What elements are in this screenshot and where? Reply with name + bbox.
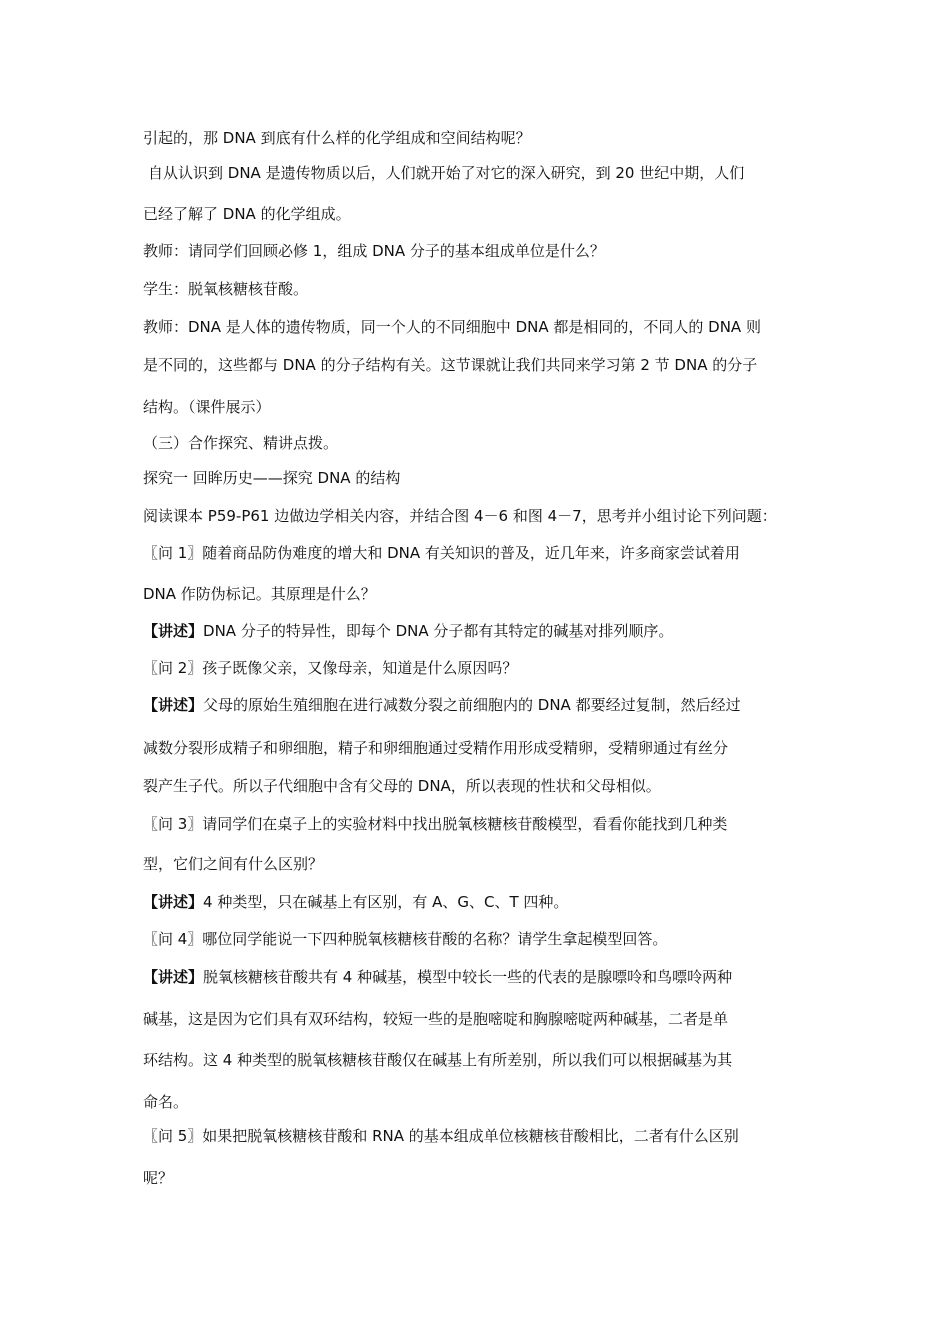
student-line: 学生：脱氧核糖核苷酸。: [143, 280, 309, 298]
paragraph-line: DNA 作防伪标记。其原理是什么？: [143, 585, 376, 603]
explanation-4: [143, 966, 823, 988]
paragraph-line: 减数分裂形成精子和卵细胞，精子和卵细胞通过受精作用形成受精卵，受精卵通过有丝分: [143, 739, 729, 757]
question-2: 〖问 2〗孩子既像父亲，又像母亲，知道是什么原因吗？: [143, 659, 518, 677]
question-4: 〖问 4〗哪位同学能说一下四种脱氧核糖核苷酸的名称？请学生拿起模型回答。: [143, 930, 668, 948]
teacher-line: 教师：DNA 是人体的遗传物质，同一个人的不同细胞中 DNA 都是相同的，不同人的 DNA 则: [143, 318, 761, 336]
question-3: 〖问 3〗请同学们在桌子上的实验材料中找出脱氧核糖核苷酸模型，看看你能找到几种类: [143, 815, 728, 833]
paragraph-line: 命名。: [143, 1093, 189, 1111]
paragraph-line: 裂产生子代。所以子代细胞中含有父母的 DNA，所以表现的性状和父母相似。: [143, 777, 661, 795]
paragraph-line: 是不同的，这些都与 DNA 的分子结构有关。这节课就让我们共同来学习第 2 节 DNA 的分子: [143, 356, 758, 374]
question-5: 〖问 5〗如果把脱氧核糖核苷酸和 RNA 的基本组成单位核糖核苷酸相比，二者有什么区别: [143, 1127, 739, 1145]
explanation-label: 【讲述】: [143, 696, 204, 714]
section-heading: （三）合作探究、精讲点拨。: [143, 434, 339, 452]
explanation-text: 脱氧核糖核苷酸共有 4 种碱基，模型中较长一些的代表的是腺嘌呤和鸟嘌呤两种: [203, 968, 733, 986]
paragraph-line: 呢？: [143, 1169, 174, 1187]
explanation-text: DNA 分子的特异性，即每个 DNA 分子都有其特定的碱基对排列顺序。: [203, 622, 674, 640]
teacher-line: 教师：请同学们回顾必修 1，组成 DNA 分子的基本组成单位是什么？: [143, 242, 605, 260]
paragraph-line: 自从认识到 DNA 是遗传物质以后，人们就开始了对它的深入研究，到 20 世纪中期，人们: [148, 164, 745, 182]
paragraph-line: 碱基，这是因为它们具有双环结构，较短一些的是胞嘧啶和胸腺嘧啶两种碱基，二者是单: [143, 1010, 729, 1028]
explanation-3: [143, 891, 823, 913]
paragraph-line: 型，它们之间有什么区别？: [143, 855, 324, 873]
paragraph-line: 环结构。这 4 种类型的脱氧核糖核苷酸仅在碱基上有所差别，所以我们可以根据碱基为其: [143, 1051, 733, 1069]
explanation-text: 4 种类型，只在碱基上有区别，有 A、G、C、T 四种。: [203, 893, 569, 911]
explanation-label: 【讲述】: [143, 893, 204, 911]
paragraph-line: 已经了解了 DNA 的化学组成。: [143, 205, 351, 223]
question-1: 〖问 1〗随着商品防伪难度的增大和 DNA 有关知识的普及，近几年来，许多商家尝试着用: [143, 544, 740, 562]
paragraph-line: 引起的，那 DNA 到底有什么样的化学组成和空间结构呢？: [143, 129, 531, 147]
explanation-label: 【讲述】: [143, 968, 204, 986]
paragraph-line: 结构。（课件展示）: [143, 398, 271, 416]
explanation-1: [143, 620, 823, 642]
inquiry-heading: 探究一 回眸历史——探究 DNA 的结构: [143, 469, 401, 487]
explanation-text: 父母的原始生殖细胞在进行减数分裂之前细胞内的 DNA 都要经过复制，然后经过: [203, 696, 741, 714]
explanation-label: 【讲述】: [143, 622, 204, 640]
explanation-2: [143, 694, 823, 716]
reading-instruction: 阅读课本 P59-P61 边做边学相关内容，并结合图 4－6 和图 4－7，思考并小组讨论下列问题：: [143, 507, 777, 525]
